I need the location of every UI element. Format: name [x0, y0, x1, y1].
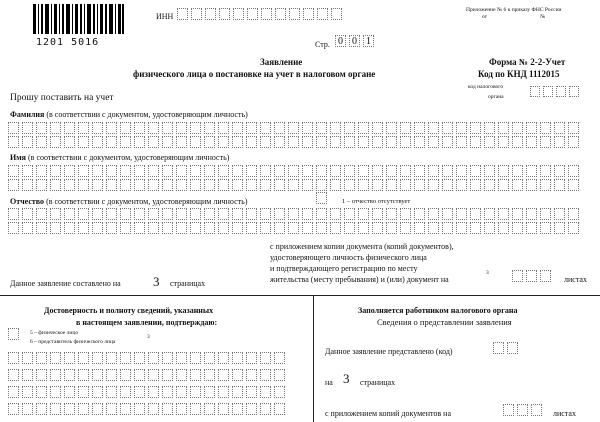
- title-line1: Заявление: [260, 57, 303, 67]
- composed-pages-value[interactable]: 3: [153, 274, 160, 289]
- office-copies-label: с приложением копий документов на: [325, 409, 452, 418]
- patronymic-absent-label: 1 – отчество отсутствует: [342, 198, 411, 205]
- inn-cells[interactable]: [177, 8, 345, 20]
- page-cells: 0 0 1: [335, 35, 377, 47]
- tax-office-code-cells[interactable]: [530, 86, 582, 97]
- patronymic-absent-checkbox[interactable]: [316, 192, 330, 204]
- title-line2: физического лица о постановке на учет в налоговом органе: [133, 69, 376, 79]
- form-number: Форма № 2-2-Учет: [489, 57, 566, 67]
- office-on-label: на: [325, 378, 333, 387]
- surname-label: Фамилия (в соответствии с документом, удостоверяющим личность): [10, 110, 248, 119]
- confirm-option-2: 6 – представитель физического лица: [30, 339, 116, 345]
- confirm-mark: 3: [147, 334, 150, 340]
- name-cells-row2[interactable]: [8, 179, 582, 191]
- name-cells-row1[interactable]: [8, 165, 582, 177]
- order-date-label: от: [482, 14, 488, 20]
- order-number-label: №: [540, 14, 546, 20]
- tax-office-code-label: код налогового: [468, 84, 504, 90]
- confirm-name-row2[interactable]: [8, 369, 288, 381]
- confirm-option-1: 5 – физическое лицо: [30, 330, 79, 336]
- confirm-title-line2: в настоящем заявлении, подтверждаю:: [76, 318, 218, 327]
- presented-code-cells[interactable]: [493, 342, 521, 354]
- section-divider: [0, 295, 600, 296]
- surname-cells-row1[interactable]: [8, 122, 582, 134]
- patronymic-cells-row1[interactable]: [8, 208, 582, 220]
- composed-suffix: страницах: [170, 279, 206, 288]
- column-divider: [313, 295, 314, 422]
- surname-cells-row2[interactable]: [8, 136, 582, 148]
- attachment-sheets-label: листах: [564, 275, 587, 284]
- confirm-name-row1[interactable]: [8, 352, 288, 364]
- tax-office-code-label-2: органа: [488, 94, 504, 100]
- patronymic-cells-row2[interactable]: [8, 222, 582, 234]
- office-sheets-label: листах: [553, 409, 576, 418]
- inn-label: ИНН: [156, 12, 174, 21]
- confirm-title-line1: Достоверность и полноту сведений, указанных: [44, 306, 214, 315]
- office-copies-cells[interactable]: [503, 404, 545, 416]
- confirm-name-row4[interactable]: [8, 403, 288, 415]
- attachment-line1: с приложением копии документа (копий документов),: [270, 242, 454, 251]
- attachment-line4: жительства (месту пребывания) и (или) документ на: [270, 275, 449, 284]
- attachment-mark: 3: [486, 270, 489, 276]
- order-reference: Приложение № 6 к приказу ФНС России: [466, 7, 562, 13]
- barcode-number: 1201 5016: [36, 37, 100, 48]
- composed-prefix: Данное заявление составлено на: [10, 279, 121, 288]
- request-text: Прошу поставить на учет: [10, 93, 114, 103]
- attachment-line2: удостоверяющего личность физического лица: [270, 253, 427, 262]
- confirm-type-cell[interactable]: [8, 328, 22, 340]
- name-label: Имя (в соответствии с документом, удостоверяющим личность): [10, 153, 230, 162]
- office-title-line2: Сведения о представлении заявления: [377, 317, 512, 327]
- attachment-sheets-cells[interactable]: [512, 270, 554, 282]
- patronymic-label: Отчество (в соответствии с документом, удостоверяющим личность): [10, 197, 248, 206]
- knd-code: Код по КНД 1112015: [478, 69, 560, 79]
- confirm-name-row3[interactable]: [8, 386, 288, 398]
- office-title-line1: Заполняется работником налогового органа: [358, 306, 518, 315]
- barcode: [33, 4, 125, 34]
- office-pages-label: страницах: [360, 378, 396, 387]
- attachment-line3: и подтверждающего регистрацию по месту: [270, 264, 418, 273]
- page-label: Стр.: [315, 40, 330, 49]
- presented-code-label: Данное заявление представлено (код): [325, 347, 453, 356]
- office-pages-value[interactable]: 3: [343, 371, 350, 386]
